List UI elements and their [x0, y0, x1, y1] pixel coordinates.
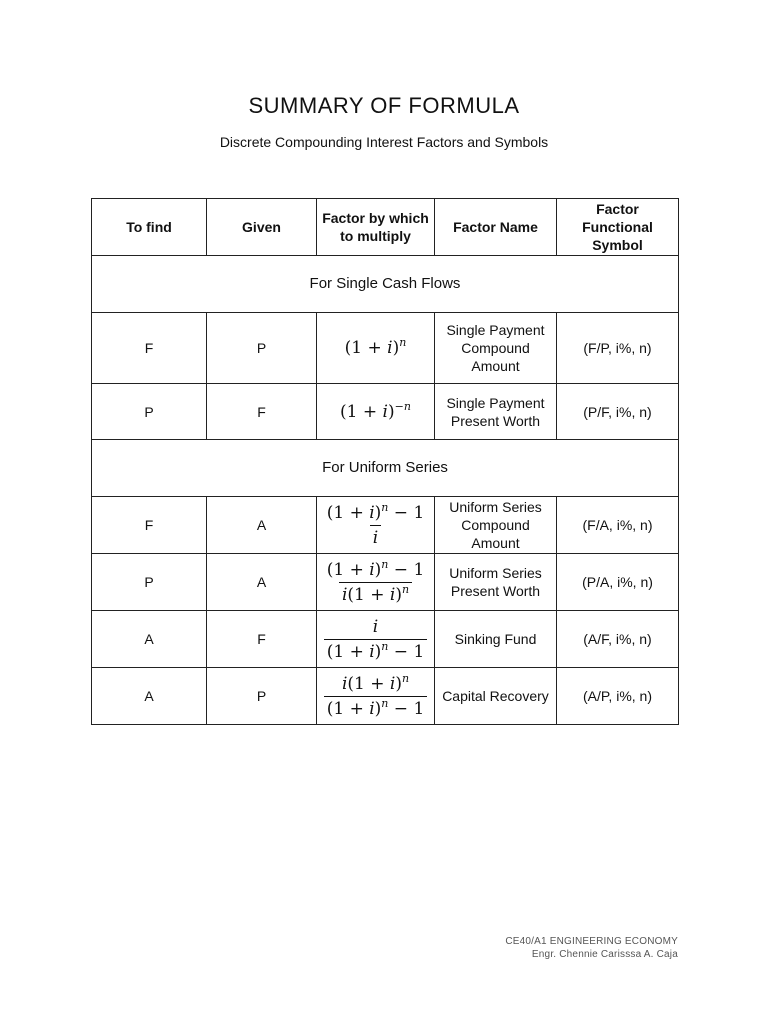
cell-factor-name: Single Payment Present Worth	[435, 384, 557, 440]
formula-p-given-f: $(1 + i)^{-n}$	[317, 384, 435, 440]
cell-to-find: P	[92, 384, 207, 440]
table-row	[92, 313, 679, 384]
table-row	[92, 668, 679, 725]
header-factor-name: Factor Name	[435, 199, 557, 256]
cell-given: A	[207, 554, 317, 611]
section-row-uniform	[92, 440, 679, 497]
formula-f-given-a: $\frac{(1 + i)^n - 1}{i}$	[317, 497, 435, 554]
cell-to-find: F	[92, 497, 207, 554]
header-factor: Factor by which to multiply	[317, 199, 435, 256]
cell-to-find: F	[92, 313, 207, 384]
section-row-single	[92, 256, 679, 313]
section-single-cash-flows: For Single Cash Flows	[92, 256, 679, 313]
cell-symbol: (P/F, i%, n)	[557, 384, 679, 440]
cell-given: P	[207, 313, 317, 384]
header-to-find: To find	[92, 199, 207, 256]
cell-given: F	[207, 384, 317, 440]
footer-course: CE40/A1 ENGINEERING ECONOMY	[505, 936, 678, 947]
footer-author: Engr. Chennie Carisssa A. Caja	[531, 949, 678, 960]
header-symbol: Factor Functional Symbol	[557, 199, 679, 256]
cell-given: A	[207, 497, 317, 554]
cell-symbol: (F/P, i%, n)	[557, 313, 679, 384]
cell-given: P	[207, 668, 317, 725]
formula-p-given-a: $\frac{(1 + i)^n - 1}{i(1 + i)^n}$	[317, 554, 435, 611]
cell-symbol: (A/P, i%, n)	[557, 668, 679, 725]
footer	[505, 935, 678, 961]
cell-to-find: A	[92, 668, 207, 725]
formula-a-given-p: $\frac{i(1 + i)^n}{(1 + i)^n - 1}$	[317, 668, 435, 725]
cell-factor-name: Uniform Series Present Worth	[435, 554, 557, 611]
cell-given: F	[207, 611, 317, 668]
table-row	[92, 611, 679, 668]
page-subtitle: Discrete Compounding Interest Factors and Symbols	[219, 134, 549, 150]
cell-to-find: A	[92, 611, 207, 668]
table-row	[92, 554, 679, 611]
header-given: Given	[207, 199, 317, 256]
formula-f-given-p: $(1 + i)^n$	[317, 313, 435, 384]
formula-table	[91, 198, 679, 725]
table-row	[92, 384, 679, 440]
cell-factor-name: Single Payment Compound Amount	[435, 313, 557, 384]
cell-to-find: P	[92, 554, 207, 611]
cell-factor-name: Capital Recovery	[435, 668, 557, 725]
table-header-row	[92, 199, 679, 256]
cell-factor-name: Uniform Series Compound Amount	[435, 497, 557, 554]
cell-symbol: (P/A, i%, n)	[557, 554, 679, 611]
page-title: SUMMARY OF FORMULA	[248, 93, 520, 118]
cell-symbol: (F/A, i%, n)	[557, 497, 679, 554]
table-row	[92, 497, 679, 554]
cell-factor-name: Sinking Fund	[435, 611, 557, 668]
section-uniform-series: For Uniform Series	[92, 440, 679, 497]
formula-a-given-f: $\frac{i}{(1 + i)^n - 1}$	[317, 611, 435, 668]
cell-symbol: (A/F, i%, n)	[557, 611, 679, 668]
